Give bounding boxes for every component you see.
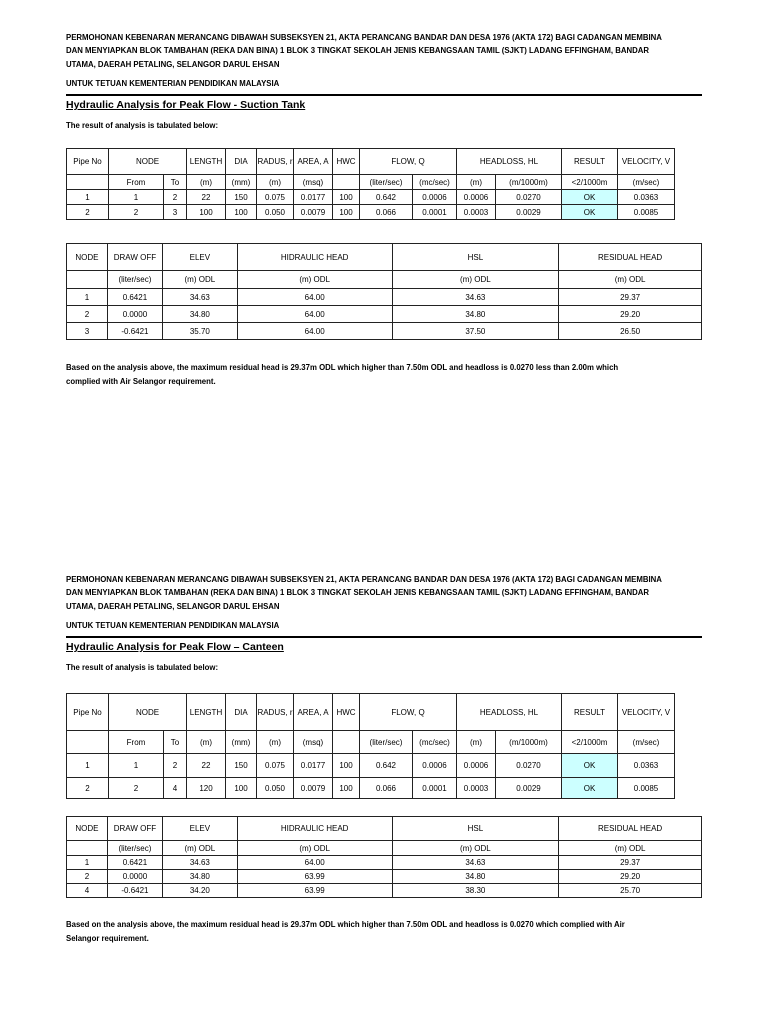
pipe-cell-length: 100 <box>187 205 226 220</box>
node-cell-draw: 0.0000 <box>107 306 162 323</box>
header-flow: FLOW, Q <box>360 149 457 175</box>
pipe-cell-length: 120 <box>187 778 226 799</box>
header-area: AREA, A <box>294 694 333 731</box>
header-elev: ELEV <box>162 244 237 271</box>
node-cell-node: 1 <box>67 289 108 306</box>
unit-from: From <box>109 731 164 754</box>
pipe-cell-hl-m: 0.0003 <box>457 205 496 220</box>
node-row <box>67 856 702 870</box>
unit-hl-m: (m) <box>457 731 496 754</box>
pipe-cell-hl-m: 0.0006 <box>457 754 496 778</box>
pipe-cell-radius: 0.075 <box>257 190 294 205</box>
unit-hwc-empty <box>333 731 360 754</box>
pipe-cell-velocity: 0.0085 <box>618 205 675 220</box>
pipe-cell-pipe: 1 <box>67 754 109 778</box>
pipe-cell-area: 0.0079 <box>294 778 333 799</box>
unit-radius: (m) <box>257 731 294 754</box>
section-title: Hydraulic Analysis for Peak Flow - Suction Tank <box>66 98 306 111</box>
header-line-3: UTAMA, DAERAH PETALING, SELANGOR DARUL EHSAN <box>66 601 280 611</box>
pipe-cell-from: 2 <box>109 778 164 799</box>
pipe-table <box>66 693 675 799</box>
unit-node-empty <box>67 841 108 856</box>
node-cell-hsl: 37.50 <box>392 323 559 340</box>
header-velocity: VELOCITY, V <box>618 149 675 175</box>
pipe-cell-area: 0.0079 <box>294 205 333 220</box>
pipe-cell-dia: 100 <box>226 205 257 220</box>
node-cell-rh: 29.20 <box>559 306 702 323</box>
node-cell-hh: 63.99 <box>237 884 392 898</box>
header-result: RESULT <box>562 149 618 175</box>
header-elev: ELEV <box>162 817 237 841</box>
header-hydraulic-head: HIDRAULIC HEAD <box>237 244 392 271</box>
header-area: AREA, A <box>294 149 333 175</box>
unit-hsl: (m) ODL <box>392 271 559 289</box>
pipe-cell-flow-ms: 0.0006 <box>413 754 457 778</box>
node-cell-draw: -0.6421 <box>107 884 162 898</box>
header-node: NODE <box>67 817 108 841</box>
pipe-cell-to: 2 <box>164 754 187 778</box>
header-hwc: HWC <box>333 694 360 731</box>
pipe-cell-dia: 150 <box>226 754 257 778</box>
node-table <box>66 243 702 340</box>
pipe-row <box>67 754 675 778</box>
node-cell-hh: 64.00 <box>237 289 392 306</box>
node-cell-rh: 29.20 <box>559 870 702 884</box>
node-cell-draw: 0.6421 <box>107 856 162 870</box>
unit-hl-m1000: (m/1000m) <box>496 731 562 754</box>
node-row <box>67 289 702 306</box>
pipe-cell-hwc: 100 <box>333 778 360 799</box>
header-line-2: DAN MENYIAPKAN BLOK TAMBAHAN (REKA DAN BINA) 1 BLOK 3 TINGKAT SEKOLAH JENIS KEBANGSAAN TAMIL (SJKT) LADANG EFFINGHAM, BANDAR <box>66 588 650 598</box>
conclusion <box>66 361 706 389</box>
node-cell-hh: 63.99 <box>237 870 392 884</box>
header-dia: DIA <box>226 694 257 731</box>
header-hydraulic-head: HIDRAULIC HEAD <box>237 817 392 841</box>
pipe-cell-result: OK <box>562 190 618 205</box>
header-headloss: HEADLOSS, HL <box>457 149 562 175</box>
pipe-cell-flow-ms: 0.0006 <box>413 190 457 205</box>
pipe-cell-velocity: 0.0363 <box>618 754 675 778</box>
unit-flow-ls: (liter/sec) <box>360 731 413 754</box>
unit-area: (msq) <box>294 175 333 190</box>
section-title: Hydraulic Analysis for Peak Flow – Canteen <box>66 640 284 653</box>
header-line-3: UTAMA, DAERAH PETALING, SELANGOR DARUL EHSAN <box>66 59 280 69</box>
pipe-cell-flow-ls: 0.066 <box>360 778 413 799</box>
unit-flow-ms: (mc/sec) <box>413 175 457 190</box>
node-cell-node: 3 <box>67 323 108 340</box>
node-cell-elev: 34.20 <box>162 884 237 898</box>
header-pipe-no: Pipe No <box>67 694 109 731</box>
pipe-cell-dia: 100 <box>226 778 257 799</box>
pipe-row <box>67 778 675 799</box>
node-cell-node: 2 <box>67 306 108 323</box>
pipe-cell-hwc: 100 <box>333 754 360 778</box>
unit-hsl: (m) ODL <box>392 841 559 856</box>
node-cell-elev: 34.80 <box>162 306 237 323</box>
header-node: NODE <box>67 244 108 271</box>
analysis-section-1 <box>66 31 702 386</box>
pipe-cell-length: 22 <box>187 754 226 778</box>
unit-elev: (m) ODL <box>162 271 237 289</box>
pipe-cell-to: 3 <box>164 205 187 220</box>
unit-pipe-empty <box>67 731 109 754</box>
header-length: LENGTH <box>187 149 226 175</box>
node-cell-draw: 0.6421 <box>107 289 162 306</box>
pipe-row <box>67 205 675 220</box>
header-hsl: HSL <box>392 244 559 271</box>
unit-length: (m) <box>187 175 226 190</box>
unit-to: To <box>164 175 187 190</box>
node-row <box>67 323 702 340</box>
header-flow: FLOW, Q <box>360 694 457 731</box>
node-cell-elev: 34.63 <box>162 289 237 306</box>
header-line-1: PERMOHONAN KEBENARAN MERANCANG DIBAWAH SUBSEKSYEN 21, AKTA PERANCANG BANDAR DAN DESA 1976 (AKTA 172) BAGI CADANGAN MEMBINA <box>66 33 662 42</box>
node-cell-rh: 25.70 <box>559 884 702 898</box>
header-pipe-no: Pipe No <box>67 149 109 175</box>
unit-velocity: (m/sec) <box>618 175 675 190</box>
intro-text: The result of analysis is tabulated below: <box>66 120 219 130</box>
unit-draw: (liter/sec) <box>107 271 162 289</box>
unit-length: (m) <box>187 731 226 754</box>
pipe-cell-hl-m: 0.0006 <box>457 190 496 205</box>
unit-dia: (mm) <box>226 175 257 190</box>
header-dia: DIA <box>226 149 257 175</box>
pipe-cell-area: 0.0177 <box>294 190 333 205</box>
header-hsl: HSL <box>392 817 559 841</box>
unit-result: <2/1000m <box>562 175 618 190</box>
header-node: NODE <box>109 694 187 731</box>
node-cell-node: 4 <box>67 884 108 898</box>
pipe-cell-pipe: 2 <box>67 205 109 220</box>
unit-hl-m1000: (m/1000m) <box>496 175 562 190</box>
conclusion <box>66 918 706 946</box>
unit-area: (msq) <box>294 731 333 754</box>
node-row <box>67 306 702 323</box>
node-cell-draw: 0.0000 <box>107 870 162 884</box>
header-hwc: HWC <box>333 149 360 175</box>
pipe-cell-hl-m1000: 0.0029 <box>496 205 562 220</box>
unit-dia: (mm) <box>226 731 257 754</box>
node-table <box>66 816 702 898</box>
pipe-cell-result: OK <box>562 778 618 799</box>
node-cell-hsl: 34.63 <box>392 856 559 870</box>
pipe-row <box>67 190 675 205</box>
node-cell-node: 1 <box>67 856 108 870</box>
pipe-cell-velocity: 0.0363 <box>618 190 675 205</box>
header-length: LENGTH <box>187 694 226 731</box>
conclusion-line-1: Based on the analysis above, the maximum residual head is 29.37m ODL which higher than 7.50m ODL and headloss is 0.0270 less than 2.00m which <box>66 363 619 372</box>
pipe-cell-flow-ms: 0.0001 <box>413 205 457 220</box>
header-result: RESULT <box>562 694 618 731</box>
unit-from: From <box>109 175 164 190</box>
unit-radius: (m) <box>257 175 294 190</box>
pipe-cell-flow-ls: 0.642 <box>360 754 413 778</box>
pipe-cell-result: OK <box>562 205 618 220</box>
node-cell-hsl: 34.80 <box>392 870 559 884</box>
pipe-cell-hl-m1000: 0.0270 <box>496 754 562 778</box>
pipe-cell-from: 1 <box>109 190 164 205</box>
pipe-cell-flow-ls: 0.066 <box>360 205 413 220</box>
analysis-section-2 <box>66 573 702 943</box>
unit-rh: (m) ODL <box>559 271 702 289</box>
pipe-table <box>66 148 675 220</box>
header-rule <box>66 94 702 96</box>
pipe-cell-dia: 150 <box>226 190 257 205</box>
unit-node-empty <box>67 271 108 289</box>
pipe-cell-hl-m: 0.0003 <box>457 778 496 799</box>
subheader: UNTUK TETUAN KEMENTERIAN PENDIDIKAN MALAYSIA <box>66 78 280 88</box>
header-draw-off: DRAW OFF <box>107 817 162 841</box>
unit-draw: (liter/sec) <box>107 841 162 856</box>
unit-elev: (m) ODL <box>162 841 237 856</box>
node-cell-hsl: 34.80 <box>392 306 559 323</box>
node-cell-node: 2 <box>67 870 108 884</box>
pipe-cell-pipe: 1 <box>67 190 109 205</box>
header-rule <box>66 636 702 638</box>
node-cell-elev: 35.70 <box>162 323 237 340</box>
unit-hwc-empty <box>333 175 360 190</box>
pipe-cell-hl-m1000: 0.0029 <box>496 778 562 799</box>
pipe-cell-length: 22 <box>187 190 226 205</box>
pipe-cell-hwc: 100 <box>333 190 360 205</box>
intro-text: The result of analysis is tabulated below: <box>66 662 219 672</box>
node-cell-draw: -0.6421 <box>107 323 162 340</box>
unit-velocity: (m/sec) <box>618 731 675 754</box>
unit-flow-ls: (liter/sec) <box>360 175 413 190</box>
header-radius: RADUS, r <box>257 694 294 731</box>
pipe-cell-velocity: 0.0085 <box>618 778 675 799</box>
unit-result: <2/1000m <box>562 731 618 754</box>
unit-pipe-empty <box>67 175 109 190</box>
node-cell-rh: 29.37 <box>559 289 702 306</box>
unit-hh: (m) ODL <box>237 271 392 289</box>
unit-hl-m: (m) <box>457 175 496 190</box>
node-cell-hsl: 34.63 <box>392 289 559 306</box>
node-cell-hh: 64.00 <box>237 306 392 323</box>
node-cell-rh: 26.50 <box>559 323 702 340</box>
header-residual-head: RESIDUAL HEAD <box>559 817 702 841</box>
header-node: NODE <box>109 149 187 175</box>
header-velocity: VELOCITY, V <box>618 694 675 731</box>
node-row <box>67 870 702 884</box>
pipe-cell-area: 0.0177 <box>294 754 333 778</box>
pipe-cell-pipe: 2 <box>67 778 109 799</box>
unit-to: To <box>164 731 187 754</box>
node-cell-hh: 64.00 <box>237 856 392 870</box>
header-line-2: DAN MENYIAPKAN BLOK TAMBAHAN (REKA DAN BINA) 1 BLOK 3 TINGKAT SEKOLAH JENIS KEBANGSAAN TAMIL (SJKT) LADANG EFFINGHAM, BANDAR <box>66 46 650 56</box>
pipe-cell-radius: 0.050 <box>257 205 294 220</box>
unit-hh: (m) ODL <box>237 841 392 856</box>
pipe-cell-radius: 0.075 <box>257 754 294 778</box>
pipe-cell-hl-m1000: 0.0270 <box>496 190 562 205</box>
pipe-cell-to: 2 <box>164 190 187 205</box>
pipe-cell-from: 1 <box>109 754 164 778</box>
header-draw-off: DRAW OFF <box>107 244 162 271</box>
node-cell-elev: 34.80 <box>162 870 237 884</box>
conclusion-line-1: Based on the analysis above, the maximum residual head is 29.37m ODL which higher than 7.50m ODL and headloss is 0.0270 which complied with Air <box>66 920 625 929</box>
conclusion-line-2: complied with Air Selangor requirement. <box>66 377 216 386</box>
subheader: UNTUK TETUAN KEMENTERIAN PENDIDIKAN MALAYSIA <box>66 620 280 630</box>
node-cell-rh: 29.37 <box>559 856 702 870</box>
header-residual-head: RESIDUAL HEAD <box>559 244 702 271</box>
pipe-cell-flow-ms: 0.0001 <box>413 778 457 799</box>
node-cell-hh: 64.00 <box>237 323 392 340</box>
pipe-cell-from: 2 <box>109 205 164 220</box>
pipe-cell-result: OK <box>562 754 618 778</box>
pipe-cell-radius: 0.050 <box>257 778 294 799</box>
node-row <box>67 884 702 898</box>
pipe-cell-flow-ls: 0.642 <box>360 190 413 205</box>
node-cell-hsl: 38.30 <box>392 884 559 898</box>
conclusion-line-2: Selangor requirement. <box>66 934 149 943</box>
unit-rh: (m) ODL <box>559 841 702 856</box>
header-headloss: HEADLOSS, HL <box>457 694 562 731</box>
header-line-1: PERMOHONAN KEBENARAN MERANCANG DIBAWAH SUBSEKSYEN 21, AKTA PERANCANG BANDAR DAN DESA 1976 (AKTA 172) BAGI CADANGAN MEMBINA <box>66 575 662 584</box>
node-cell-elev: 34.63 <box>162 856 237 870</box>
pipe-cell-to: 4 <box>164 778 187 799</box>
header-radius: RADUS, r <box>257 149 294 175</box>
pipe-cell-hwc: 100 <box>333 205 360 220</box>
unit-flow-ms: (mc/sec) <box>413 731 457 754</box>
